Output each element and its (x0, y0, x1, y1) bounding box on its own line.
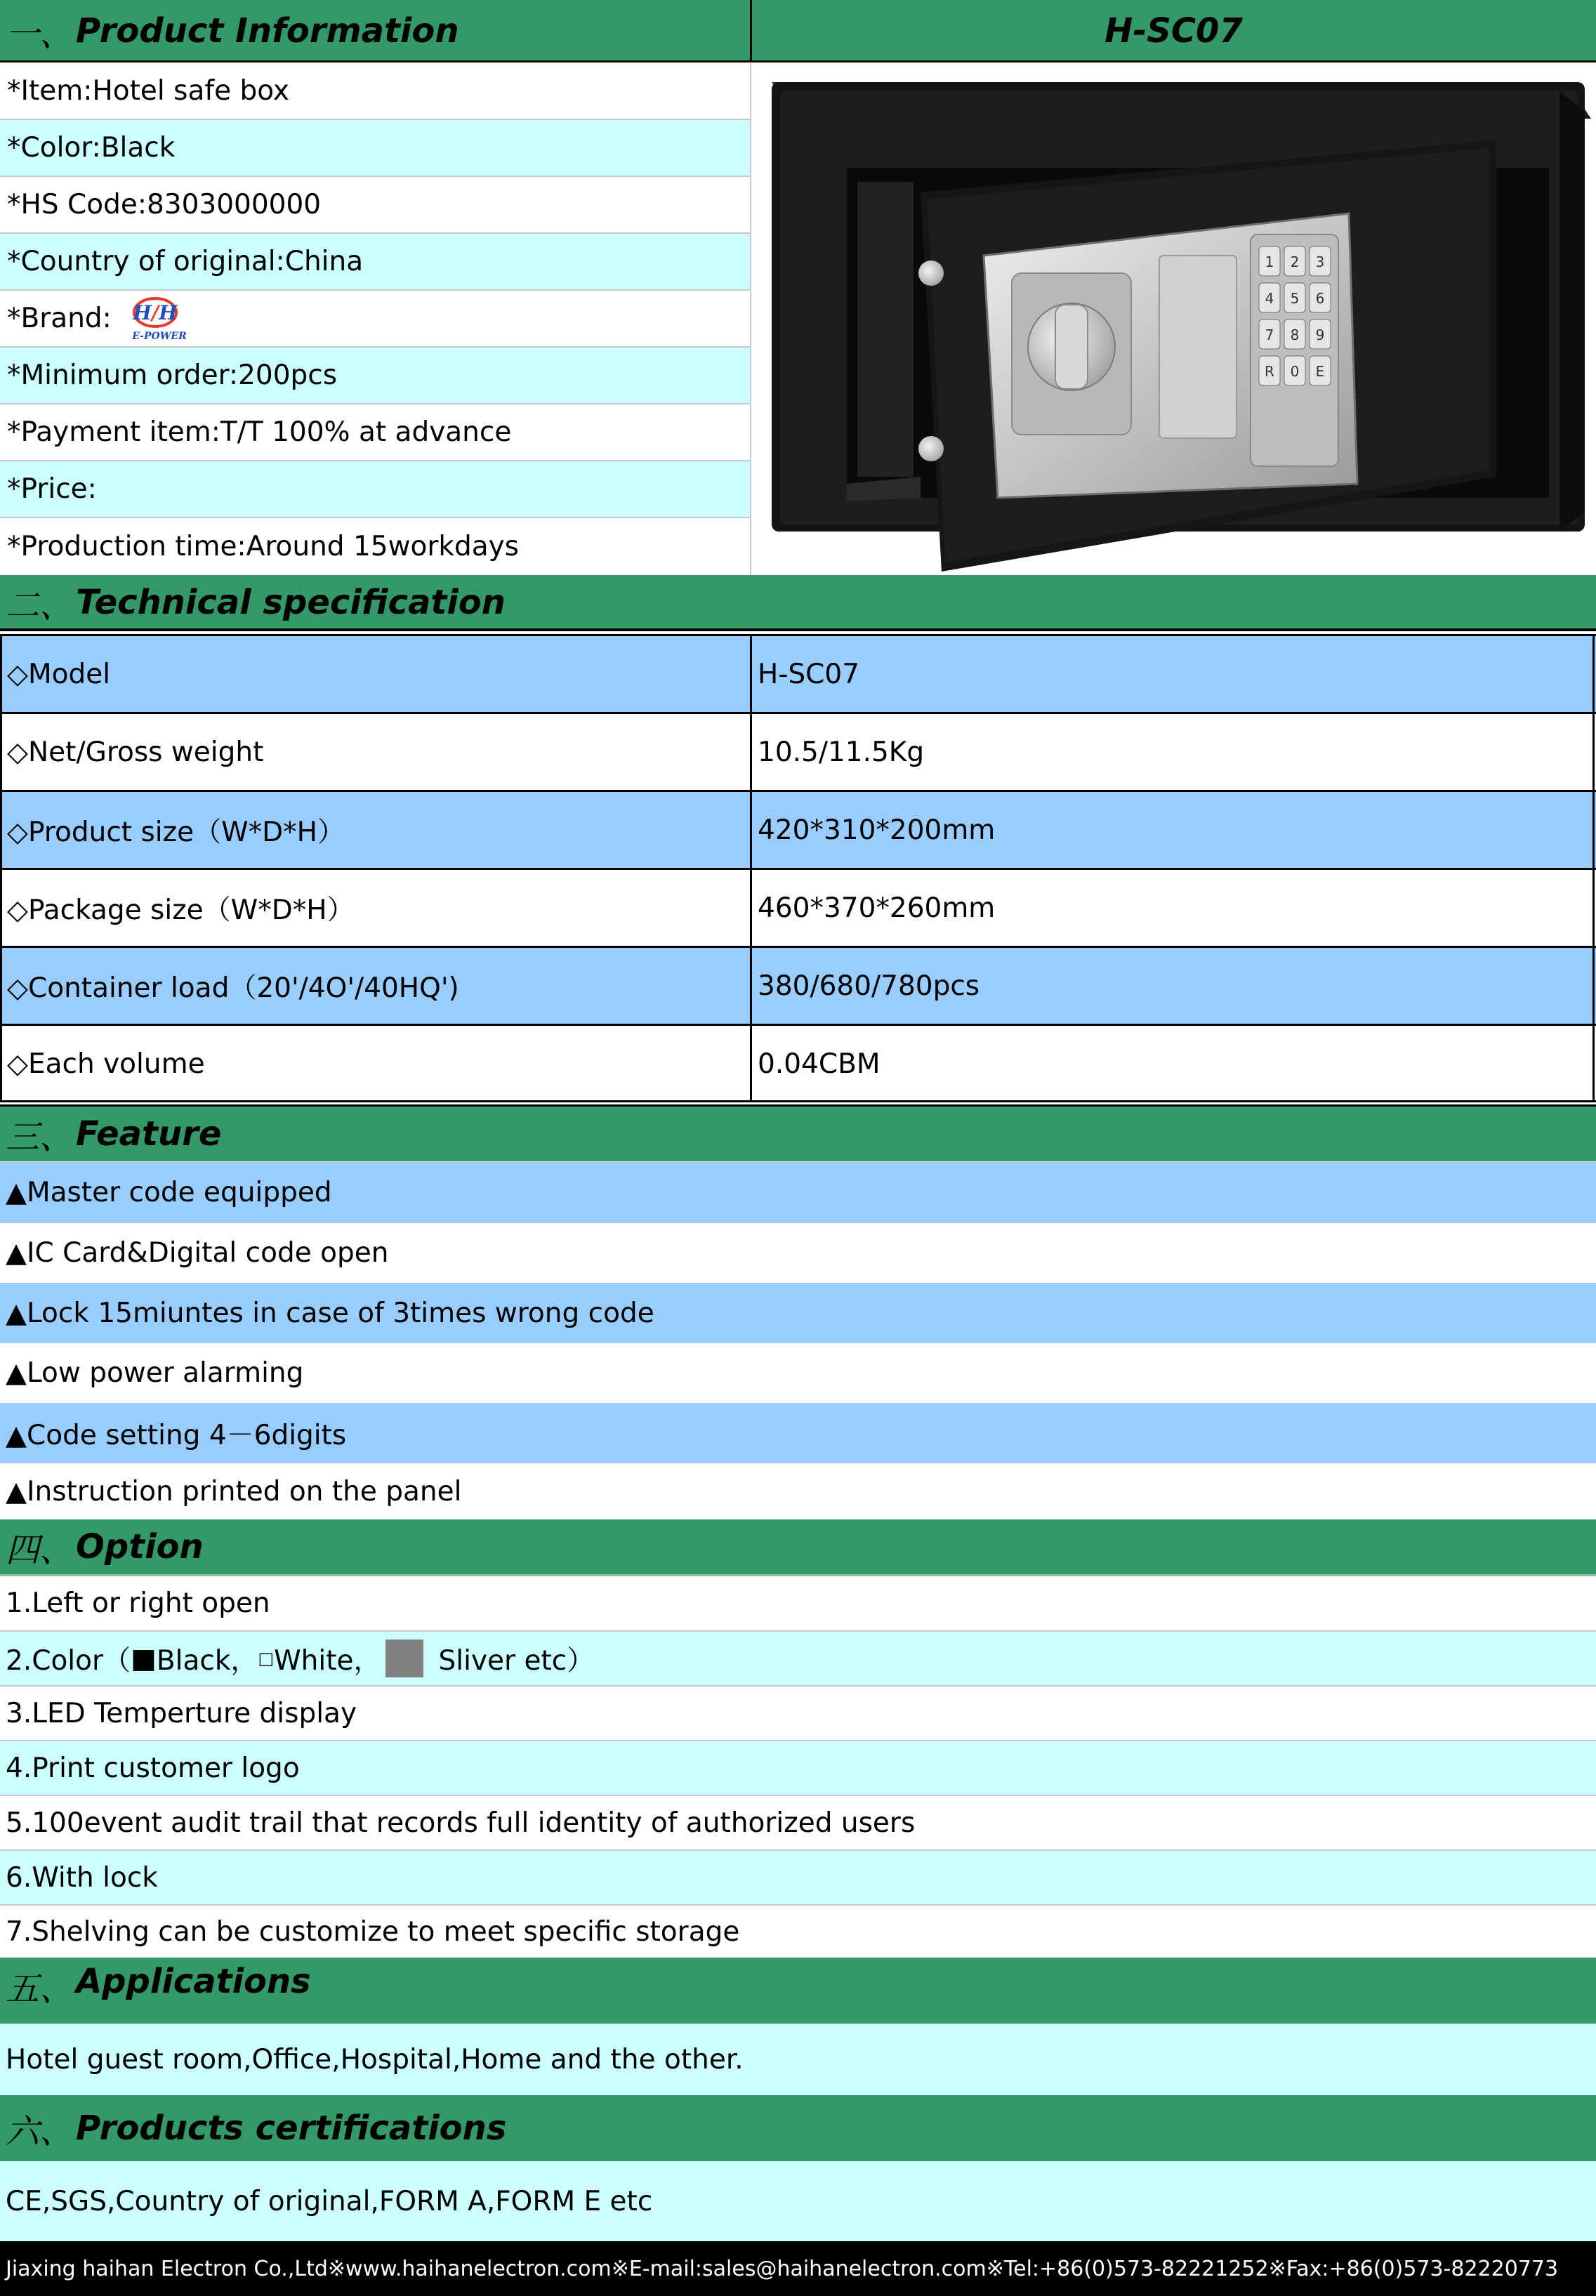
option-item (0, 1796, 1596, 1849)
spec-value-weight (752, 714, 1596, 790)
spec-label-container-load (0, 948, 750, 1024)
keypad-key-label: 4 (1265, 290, 1274, 307)
column-separator (750, 62, 751, 575)
spec-label: ◇Package size（W*D*H） (7, 895, 355, 926)
row-separator (0, 403, 750, 404)
option-item (0, 1906, 1596, 1958)
feature-item (0, 1162, 1596, 1223)
spec-label: ◇Net/Gross weight (7, 736, 264, 768)
section-title: Technical specification (76, 583, 506, 622)
option-text: Black， (156, 1645, 258, 1677)
option-text: 3.LED Temperture display (6, 1697, 357, 1729)
spec-value-package-size (752, 870, 1596, 946)
info-row-production-time (0, 517, 750, 575)
spec-value-product-size (752, 792, 1596, 868)
keypad-key-label: 5 (1290, 290, 1300, 307)
option-item (0, 1576, 1596, 1630)
footer (0, 2241, 1596, 2296)
feature-item (0, 1343, 1596, 1403)
info-row-price (0, 461, 750, 517)
info-text: *Price: (7, 473, 97, 505)
spec-label-model (0, 636, 750, 712)
feature-text: ▲Code setting 4－6digits (6, 1420, 347, 1451)
info-text: *Brand: (7, 303, 112, 334)
info-text: *HS Code:8303000000 (7, 189, 322, 220)
info-row-color (0, 119, 750, 176)
section-title: Option (76, 1527, 204, 1566)
info-row-payment (0, 404, 750, 461)
info-text: *Item:Hotel safe box (7, 75, 289, 107)
spec-label-volume (0, 1026, 750, 1102)
info-text: *Minimum order:200pcs (7, 359, 338, 391)
keypad-key-label: 8 (1290, 326, 1300, 343)
product-image (752, 62, 1596, 575)
info-text: *Color:Black (7, 132, 176, 164)
spec-value: 0.04CBM (758, 1048, 881, 1080)
row-separator (0, 176, 750, 177)
white-swatch: □ (258, 1649, 275, 1668)
keypad-key-label: 6 (1315, 290, 1325, 307)
option-text: 7.Shelving can be customize to meet specific storage (6, 1915, 740, 1948)
option-text: 4.Print customer logo (6, 1752, 300, 1784)
keypad-key-label: 9 (1315, 326, 1325, 343)
section-header-feature (0, 1107, 1596, 1161)
row-separator (0, 1795, 1596, 1796)
spec-value: 10.5/11.5Kg (758, 736, 925, 768)
row-separator (0, 460, 750, 461)
feature-item (0, 1463, 1596, 1519)
row-border (0, 790, 1596, 792)
spec-label: ◇Model (7, 658, 111, 690)
certifications-text: CE,SGS,Country of original,FORM A,FORM E etc (6, 2185, 653, 2217)
feature-item (0, 1403, 1596, 1463)
section-number: 四、 (6, 1530, 74, 1570)
row-separator (0, 289, 750, 291)
spec-value: 420*310*200mm (758, 814, 996, 846)
feature-text: ▲Lock 15miuntes in case of 3times wrong code (6, 1297, 654, 1329)
spec-label: ◇Product size（W*D*H） (7, 817, 345, 848)
certifications-text-row (0, 2161, 1596, 2241)
silver-swatch (385, 1639, 423, 1677)
feature-text: ▲Instruction printed on the panel (6, 1475, 462, 1507)
option-text: 5.100event audit trail that records full identity of authorized users (6, 1807, 916, 1839)
option-text: White， (274, 1645, 381, 1677)
row-separator (0, 1740, 1596, 1741)
row-separator (0, 1685, 1596, 1687)
keypad-key-label: 3 (1315, 253, 1325, 270)
info-row-country (0, 233, 750, 290)
row-separator (0, 1630, 1596, 1632)
keypad-key-label: R (1265, 363, 1274, 380)
brand-logo (128, 294, 192, 343)
option-text: 2.Color（ (6, 1645, 131, 1677)
info-row-hs-code (0, 176, 750, 233)
footer-contact-text: Jiaxing haihan Electron Co.,Ltd※www.haihanelectron.com※E-mail:sales@haihanelectron.com※Tel:+86(0)573-82221252※Fax:+86(0)573-82220773 (6, 2256, 1559, 2281)
model-title: H-SC07 (1104, 11, 1243, 51)
row-border (0, 1024, 1596, 1026)
black-swatch: ■ (131, 1642, 157, 1675)
keypad-key-label: 2 (1290, 253, 1300, 270)
column-border (750, 636, 752, 1102)
option-item (0, 1851, 1596, 1904)
info-text: *Production time:Around 15workdays (7, 530, 520, 562)
spec-label-weight (0, 714, 750, 790)
option-item (0, 1687, 1596, 1740)
column-border (1592, 636, 1595, 1102)
row-border (0, 712, 1596, 714)
section-header-option (0, 1519, 1596, 1574)
section-number: 六、 (6, 2111, 74, 2151)
applications-text-row (0, 2024, 1596, 2095)
row-separator (0, 346, 750, 348)
spec-value: H-SC07 (758, 658, 860, 690)
feature-text: ▲IC Card&Digital code open (6, 1237, 389, 1269)
spec-value-volume (752, 1026, 1596, 1102)
svg-text:E-POWER: E-POWER (132, 330, 187, 342)
section-number: 二、 (6, 586, 74, 626)
section-title: Feature (76, 1114, 222, 1154)
option-item-color (0, 1632, 1596, 1685)
row-border (0, 946, 1596, 948)
spec-label: ◇Each volume (7, 1048, 205, 1080)
feature-item (0, 1223, 1596, 1283)
spec-label-product-size (0, 792, 750, 868)
keypad-key-label: 1 (1265, 253, 1274, 270)
row-border (0, 868, 1596, 870)
row-separator (0, 517, 750, 518)
divider (0, 628, 1596, 631)
spec-value-model (752, 636, 1596, 712)
feature-text: ▲Low power alarming (6, 1357, 304, 1389)
section-title: Product Information (76, 11, 459, 51)
option-text: Sliver etc） (438, 1645, 595, 1677)
spec-label: ◇Container load（20'/4O'/40HQ') (7, 972, 459, 1004)
info-row-min-order (0, 347, 750, 404)
column-border (0, 636, 2, 1102)
spec-value: 460*370*260mm (758, 892, 996, 924)
info-row-item (0, 62, 750, 119)
keypad-key-label: 0 (1290, 363, 1300, 380)
keypad-key-label: E (1315, 363, 1325, 380)
spec-value: 380/680/780pcs (758, 970, 980, 1002)
info-text: *Country of original:China (7, 246, 364, 277)
section-title: Products certifications (76, 2109, 507, 2148)
svg-text:H/H: H/H (133, 301, 178, 324)
model-header (751, 0, 1596, 62)
row-separator (0, 1904, 1596, 1906)
row-separator (0, 119, 750, 120)
spec-label-package-size (0, 870, 750, 946)
safe-box-illustration (752, 62, 1596, 575)
section-header-product-info (0, 0, 750, 62)
section-title: Applications (76, 1962, 311, 2001)
feature-item (0, 1283, 1596, 1343)
section-number: 五、 (6, 1970, 74, 2009)
section-number: 一、 (6, 14, 74, 54)
section-header-applications (0, 1958, 1596, 2024)
divider (750, 0, 752, 62)
section-number: 三、 (6, 1117, 74, 1157)
info-row-brand (0, 290, 750, 347)
row-border (0, 1100, 1596, 1102)
option-text: 1.Left or right open (6, 1588, 270, 1619)
info-text: *Payment item:T/T 100% at advance (7, 416, 512, 448)
section-header-technical (0, 575, 1596, 630)
keypad-key-label: 7 (1265, 326, 1274, 343)
section-header-certifications (0, 2095, 1596, 2161)
row-separator (0, 1849, 1596, 1851)
row-separator (0, 232, 750, 234)
option-item (0, 1741, 1596, 1795)
spec-value-container-load (752, 948, 1596, 1024)
feature-text: ▲Master code equipped (6, 1177, 332, 1208)
option-text: 6.With lock (6, 1861, 158, 1894)
applications-text: Hotel guest room,Office,Hospital,Home and the other. (6, 2043, 744, 2076)
